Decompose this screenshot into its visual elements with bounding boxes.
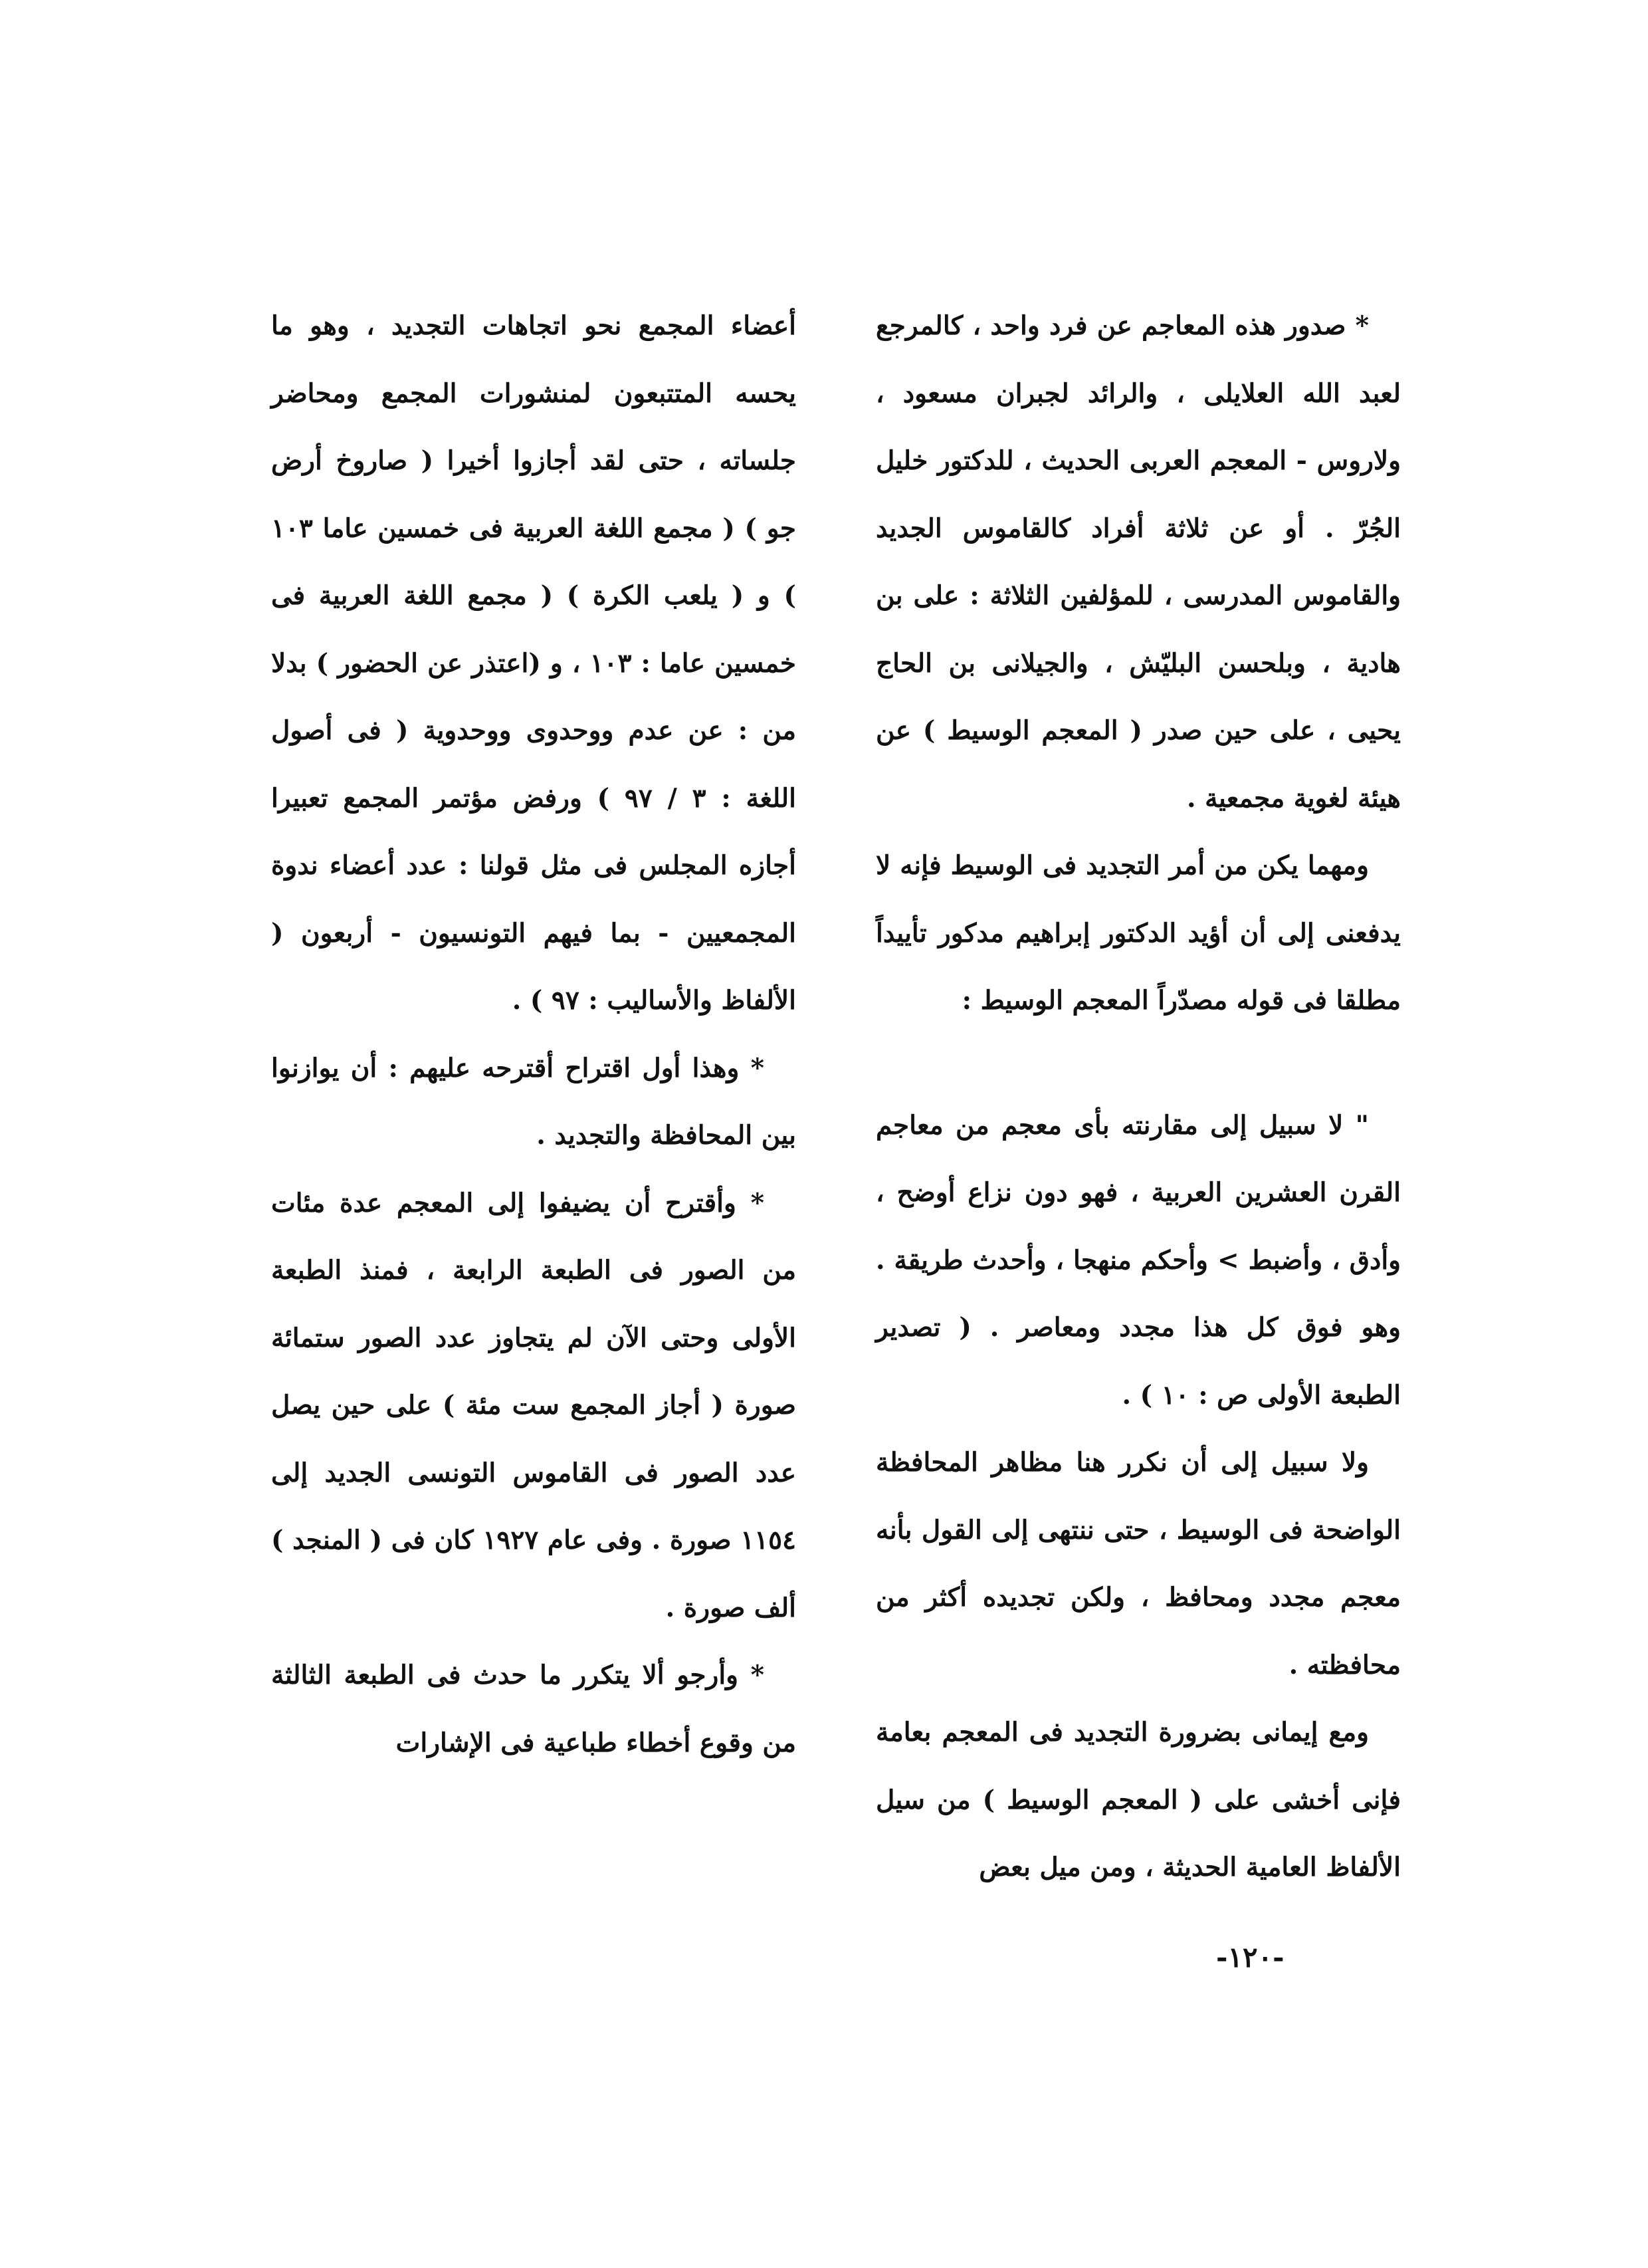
left-paragraph-3: * وأقترح أن يضيفوا إلى المعجم عدة مئات من الصور فى الطبعة الرابعة ، فمنذ الطبعة الأولى وحتى الآن لم يتجاوز عدد الصور ستمائة صورة ( أجاز المجمع ست مئة ) على حين يصل عدد الصور فى القاموس التونسى الجديد إلى ١١٥٤ صورة . وفى عام ١٩٢٧ كان فى ( المنجد ) ألف صورة . — [271, 1187, 796, 1623]
right-quote-paragraph: " لا سبيل إلى مقارنته بأى معجم من معاجم القرن العشرين العربية ، فهو دون نزاع أوضح ، وأدق ، وأضبط > وأحكم منهجا ، وأحدث طريقة . وهو فوق كل هذا مجدد ومعاصر . ( تصدير الطبعة الأولى ص : ١٠ ) . — [876, 1109, 1401, 1411]
right-text-column — [876, 292, 1401, 1902]
page-number: -١٢٠- — [1216, 1941, 1285, 1974]
right-paragraph-5: ومع إيمانى بضرورة التجديد فى المعجم بعامة فإنى أخشى على ( المعجم الوسيط ) من سيل الألفاظ العامية الحديثة ، ومن ميل بعض — [876, 1717, 1401, 1882]
left-paragraph-4: * وأرجو ألا يتكرر ما حدث فى الطبعة الثالثة من وقوع أخطاء طباعية فى الإشارات — [271, 1660, 796, 1758]
right-paragraph-2: ومهما يكن من أمر التجديد فى الوسيط فإنه لا يدفعنى إلى أن أؤيد الدكتور إبراهيم مدكور تأييداً مطلقا فى قوله مصدّراً المعجم الوسيط : — [876, 850, 1401, 1016]
left-paragraph-1: أعضاء المجمع نحو اتجاهات التجديد ، وهو ما يحسه المتتبعون لمنشورات المجمع ومحاضر جلساته ، حتى لقد أجازوا أخيرا ( صاروخ أرض جو ) ( مجمع اللغة العربية فى خمسين عاما ١٠٣ ) و ( يلعب الكرة ) ( مجمع اللغة العربية فى خمسين عاما : ١٠٣ ، و (اعتذر عن الحضور ) بدلا من : عن عدم ووحدوى ووحدوية ( فى أصول اللغة : ٣ / ٩٧ ) ورفض مؤتمر المجمع تعبيرا أجازه المجلس فى مثل قولنا : عدد أعضاء ندوة المجمعيين - بما فيهم التونسيون - أربعون ( الألفاظ والأساليب : ٩٧ ) . — [271, 310, 796, 1016]
right-paragraph-1: * صدور هذه المعاجم عن فرد واحد ، كالمرجع لعبد الله العلايلى ، والرائد لجبران مسعود ، ولاروس - المعجم العربى الحديث ، للدكتور خليل الجُرّ . أو عن ثلاثة أفراد كالقاموس الجديد والقاموس المدرسى ، للمؤلفين الثلاثة : على بن هادية ، وبلحسن البليّش ، والجيلانى بن الحاج يحيى ، على حين صدر ( المعجم الوسيط ) عن هيئة لغوية مجمعية . — [876, 310, 1401, 814]
right-paragraph-4: ولا سبيل إلى أن نكرر هنا مظاهر المحافظة الواضحة فى الوسيط ، حتى ننتهى إلى القول بأنه معجم مجدد ومحافظ ، ولكن تجديده أكثر من محافظته . — [876, 1447, 1401, 1680]
left-text-column — [271, 292, 796, 1777]
paragraph-spacer — [876, 1035, 1401, 1092]
left-paragraph-2: * وهذا أول اقتراح أقترحه عليهم : أن يوازنوا بين المحافظة والتجديد . — [271, 1052, 796, 1151]
